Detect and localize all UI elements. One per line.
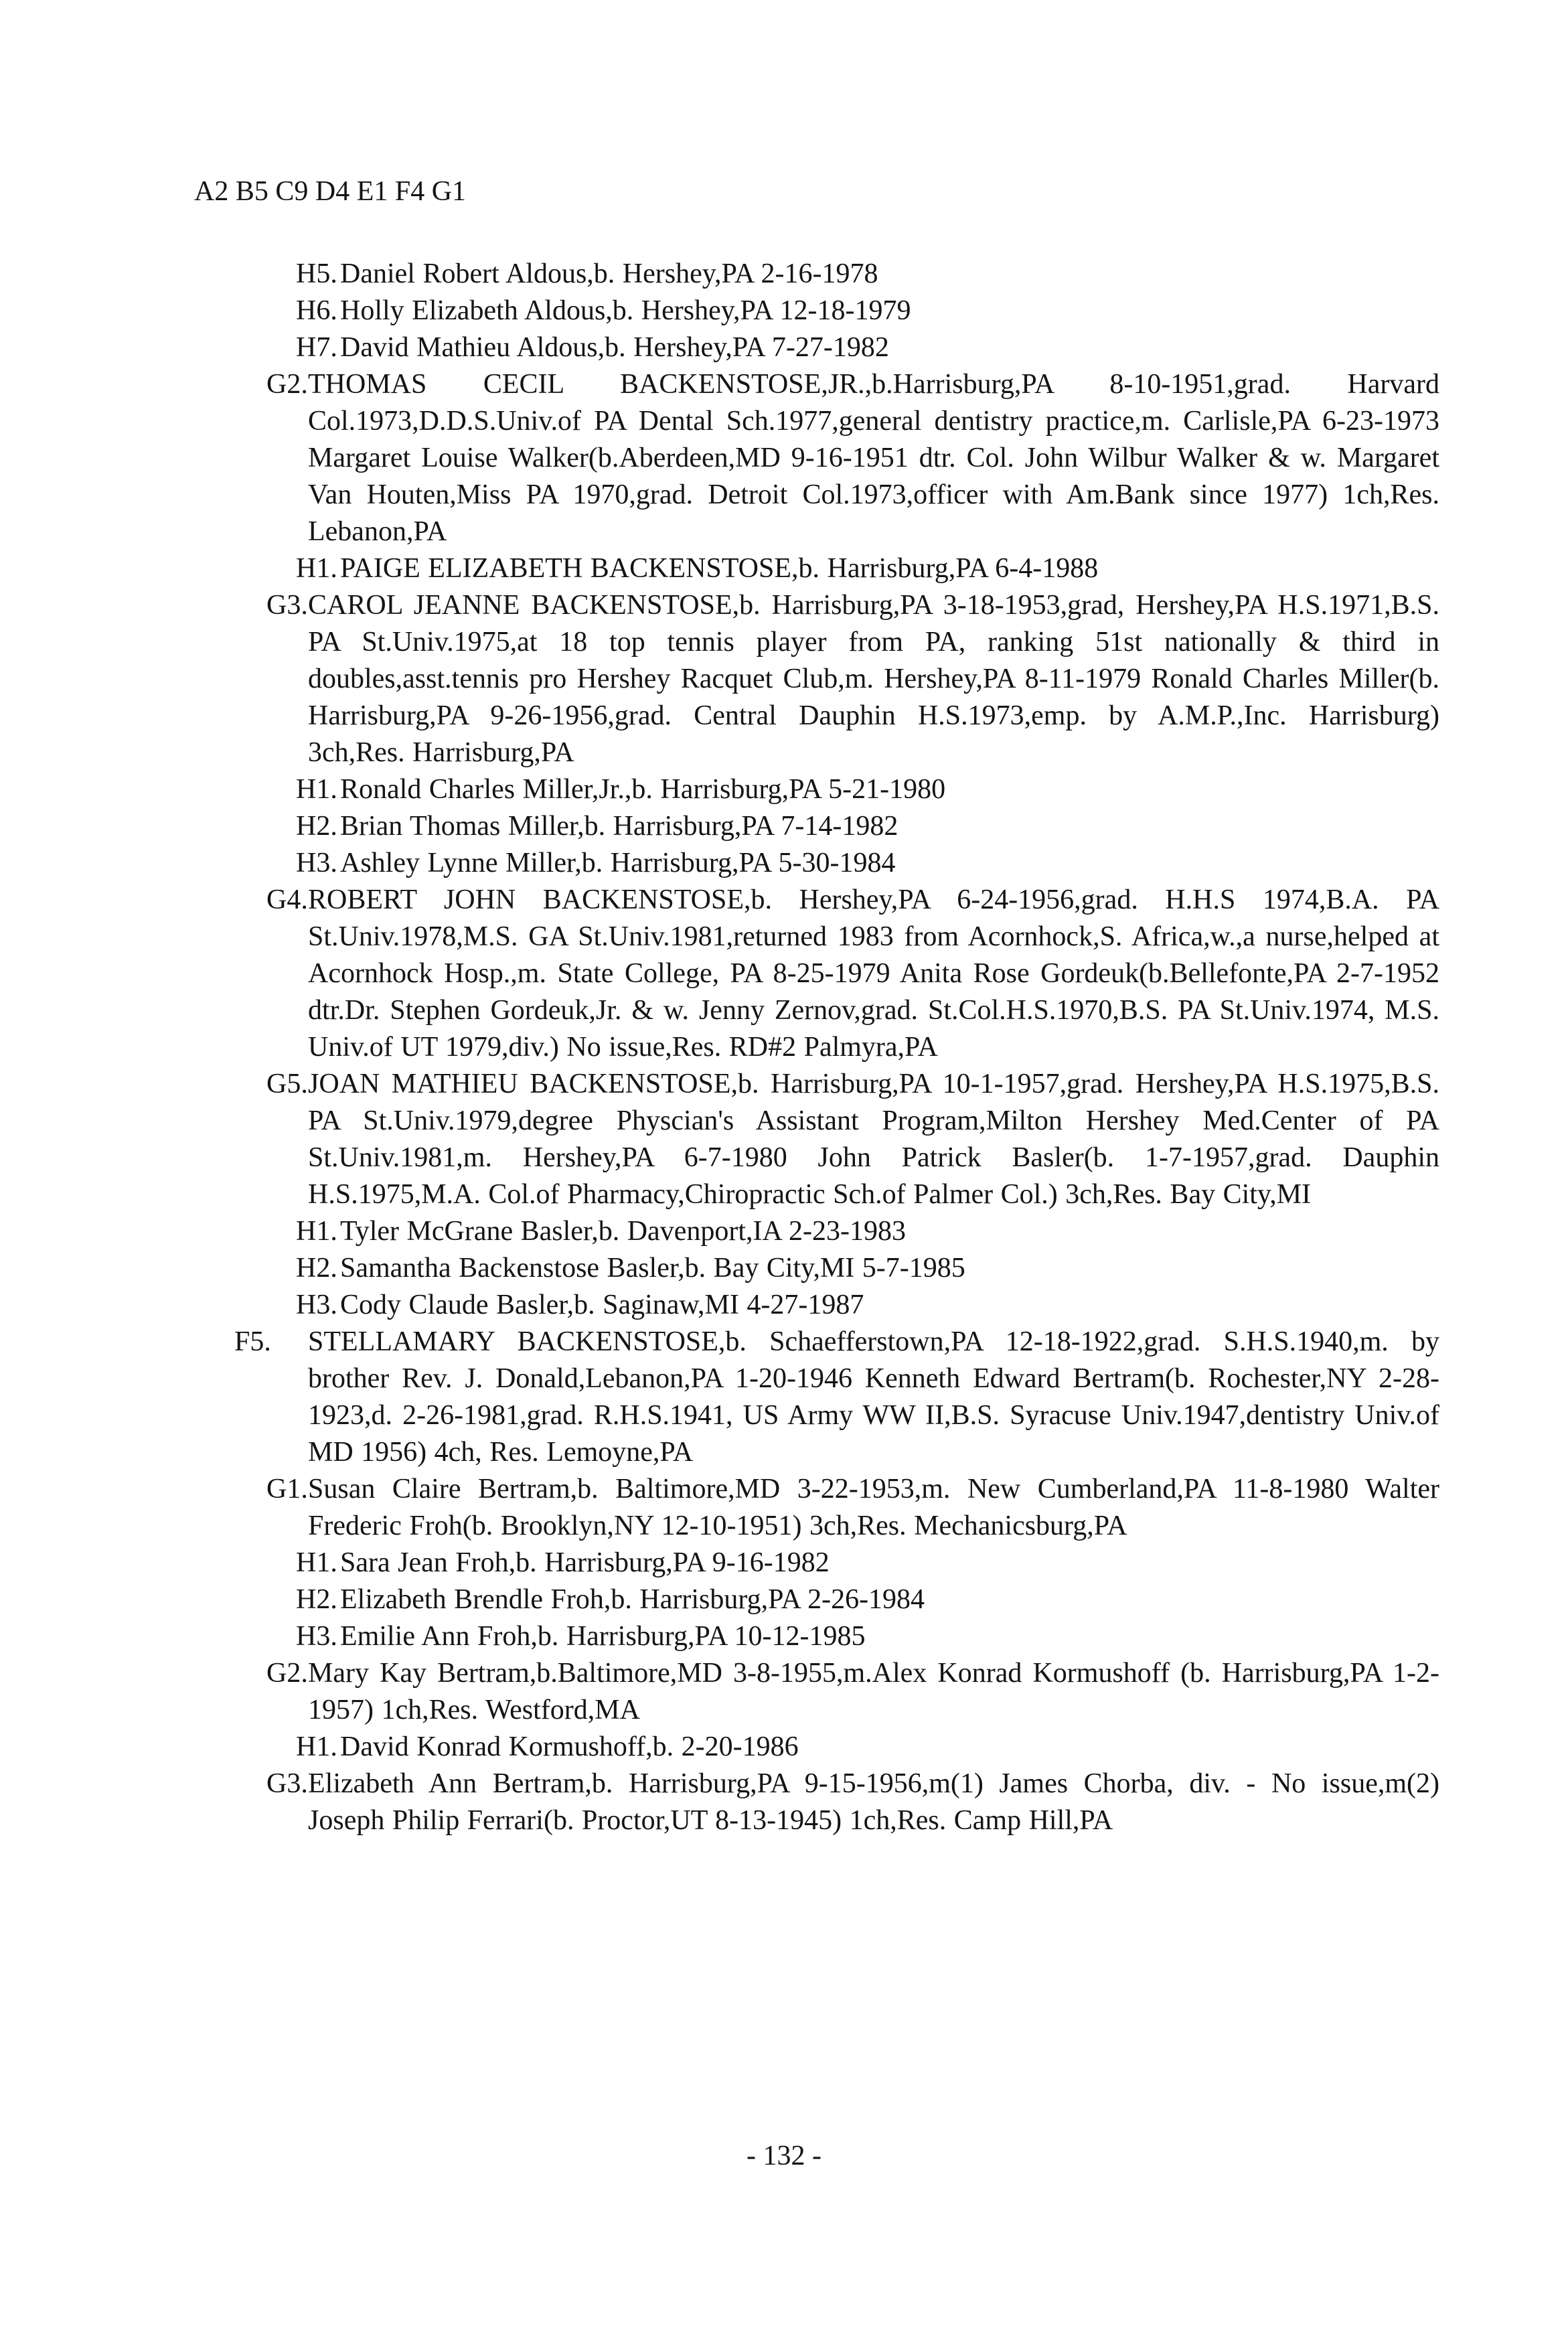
entry-label: G3. — [266, 590, 308, 621]
entry-label: H2. — [296, 811, 337, 842]
entry-text: THOMAS CECIL BACKENSTOSE,JR.,b.Harrisburg,PA 8-10-1951,grad. Harvard Col.1973,D.D.S.Univ.of PA Dental Sch.1977,general dentistry practice,m. Carlisle,PA 6-23-1973 Margaret Louise Walker(b.Aberdeen,MD 9-16-1951 dtr. Col. John Wilbur Walker & w. Margaret Van Houten,Miss PA 1970,grad. Detroit Col.1973,officer with Am.Bank since 1977) 1ch,Res. Lebanon,PA — [308, 369, 1439, 547]
entry-label: G4. — [266, 884, 308, 915]
entry-text: Elizabeth Ann Bertram,b. Harrisburg,PA 9-15-1956,m(1) James Chorba, div. - No issue,m(2) Joseph Philip Ferrari(b. Proctor,UT 8-13-1945) 1ch,Res. Camp Hill,PA — [308, 1768, 1439, 1836]
entry-text: Ronald Charles Miller,Jr.,b. Harrisburg,PA 5-21-1980 — [340, 774, 946, 805]
entry-h1-sara — [0, 1545, 1568, 1581]
entry-text: Elizabeth Brendle Froh,b. Harrisburg,PA 2-26-1984 — [340, 1584, 925, 1615]
entry-h1-tyler — [0, 1213, 1568, 1250]
entry-g4-robert — [0, 882, 1568, 1066]
entry-label: H1. — [296, 1731, 337, 1762]
entry-text: Sara Jean Froh,b. Harrisburg,PA 9-16-1982 — [340, 1547, 830, 1578]
entry-label: F5. — [234, 1326, 271, 1357]
entry-text: Ashley Lynne Miller,b. Harrisburg,PA 5-30-1984 — [340, 848, 896, 878]
entry-label: H7. — [296, 332, 337, 363]
entry-text: Daniel Robert Aldous,b. Hershey,PA 2-16-1978 — [340, 258, 878, 289]
entry-h2-brian — [0, 808, 1568, 845]
entry-text: Samantha Backenstose Basler,b. Bay City,MI 5-7-1985 — [340, 1253, 965, 1284]
entry-h3-ashley — [0, 845, 1568, 882]
entry-text: Mary Kay Bertram,b.Baltimore,MD 3-8-1955,m.Alex Konrad Kormushoff (b. Harrisburg,PA 1-2-1957) 1ch,Res. Westford,MA — [308, 1658, 1439, 1725]
entry-label: H1. — [296, 1216, 337, 1247]
entry-text: ROBERT JOHN BACKENSTOSE,b. Hershey,PA 6-24-1956,grad. H.H.S 1974,B.A. PA St.Univ.1978,M.S. GA St.Univ.1981,returned 1983 from Acornhock,S. Africa,w.,a nurse,helped at Acornhock Hosp.,m. State College, PA 8-25-1979 Anita Rose Gordeuk(b.Bellefonte,PA 2-7-1952 dtr.Dr. Stephen Gordeuk,Jr. & w. Jenny Zernov,grad. St.Col.H.S.1970,B.S. PA St.Univ.1974, M.S. Univ.of UT 1979,div.) No issue,Res. RD#2 Palmyra,PA — [308, 884, 1439, 1063]
entry-label: G1. — [266, 1474, 308, 1504]
entry-text: Tyler McGrane Basler,b. Davenport,IA 2-23-1983 — [340, 1216, 906, 1247]
entry-text: JOAN MATHIEU BACKENSTOSE,b. Harrisburg,PA 10-1-1957,grad. Hershey,PA H.S.1975,B.S. PA St.Univ.1979,degree Physcian's Assistant Program,Milton Hershey Med.Center of PA St.Univ.1981,m. Hershey,PA 6-7-1980 John Patrick Basler(b. 1-7-1957,grad. Dauphin H.S.1975,M.A. Col.of Pharmacy,Chiropractic Sch.of Palmer Col.) 3ch,Res. Bay City,MI — [308, 1069, 1439, 1210]
entry-label: H3. — [296, 1621, 337, 1652]
entry-h3-emilie — [0, 1618, 1568, 1655]
entry-text: Holly Elizabeth Aldous,b. Hershey,PA 12-18-1979 — [340, 295, 911, 326]
entry-label: G3. — [266, 1768, 308, 1799]
genealogy-entries — [0, 256, 1568, 1839]
entry-label: H1. — [296, 1547, 337, 1578]
entry-g2-mary-kay — [0, 1655, 1568, 1729]
entry-h6-holly — [0, 293, 1568, 329]
entry-f5-stellamary — [0, 1324, 1568, 1471]
entry-h2-samantha — [0, 1250, 1568, 1287]
entry-h1-david-konrad — [0, 1729, 1568, 1766]
entry-label: H1. — [296, 553, 337, 584]
entry-label: H2. — [296, 1253, 337, 1284]
entry-label: H5. — [296, 258, 337, 289]
entry-text: Emilie Ann Froh,b. Harrisburg,PA 10-12-1985 — [340, 1621, 866, 1652]
entry-text: David Konrad Kormushoff,b. 2-20-1986 — [340, 1731, 799, 1762]
entry-g3-elizabeth-ann — [0, 1766, 1568, 1839]
entry-h5-daniel — [0, 256, 1568, 293]
entry-text: STELLAMARY BACKENSTOSE,b. Schaefferstown,PA 12-18-1922,grad. S.H.S.1940,m. by brother Rev. J. Donald,Lebanon,PA 1-20-1946 Kenneth Edward Bertram(b. Rochester,NY 2-28-1923,d. 2-26-1981,grad. R.H.S.1941, US Army WW II,B.S. Syracuse Univ.1947,dentistry Univ.of MD 1956) 4ch, Res. Lemoyne,PA — [308, 1326, 1439, 1468]
entry-text: CAROL JEANNE BACKENSTOSE,b. Harrisburg,PA 3-18-1953,grad, Hershey,PA H.S.1971,B.S. PA St.Univ.1975,at 18 top tennis player from PA, ranking 51st nationally & third in doubles,asst.tennis pro Hershey Racquet Club,m. Hershey,PA 8-11-1979 Ronald Charles Miller(b. Harrisburg,PA 9-26-1956,grad. Central Dauphin H.S.1973,emp. by A.M.P.,Inc. Harrisburg) 3ch,Res. Harrisburg,PA — [308, 590, 1439, 768]
entry-label: G5. — [266, 1069, 308, 1099]
entry-h3-cody — [0, 1287, 1568, 1324]
entry-label: H3. — [296, 848, 337, 878]
generation-header: A2 B5 C9 D4 E1 F4 G1 — [194, 176, 467, 207]
entry-text: Cody Claude Basler,b. Saginaw,MI 4-27-1987 — [340, 1290, 864, 1320]
entry-label: H6. — [296, 295, 337, 326]
entry-h7-david — [0, 329, 1568, 366]
entry-h1-paige — [0, 550, 1568, 587]
entry-label: H3. — [296, 1290, 337, 1320]
entry-label: H2. — [296, 1584, 337, 1615]
entry-g5-joan — [0, 1066, 1568, 1213]
entry-g1-susan — [0, 1471, 1568, 1545]
entry-text: Brian Thomas Miller,b. Harrisburg,PA 7-14-1982 — [340, 811, 898, 842]
entry-g3-carol — [0, 587, 1568, 771]
entry-label: G2. — [266, 1658, 308, 1689]
entry-label: H1. — [296, 774, 337, 805]
entry-h2-elizabeth — [0, 1581, 1568, 1618]
entry-g2-thomas — [0, 366, 1568, 550]
entry-text: David Mathieu Aldous,b. Hershey,PA 7-27-1982 — [340, 332, 889, 363]
entry-text: Susan Claire Bertram,b. Baltimore,MD 3-22-1953,m. New Cumberland,PA 11-8-1980 Walter Frederic Froh(b. Brooklyn,NY 12-10-1951) 3ch,Res. Mechanicsburg,PA — [308, 1474, 1439, 1541]
entry-text: PAIGE ELIZABETH BACKENSTOSE,b. Harrisburg,PA 6-4-1988 — [340, 553, 1099, 584]
entry-label: G2. — [266, 369, 308, 400]
entry-h1-ronald — [0, 771, 1568, 808]
page-number: - 132 - — [747, 2141, 821, 2171]
